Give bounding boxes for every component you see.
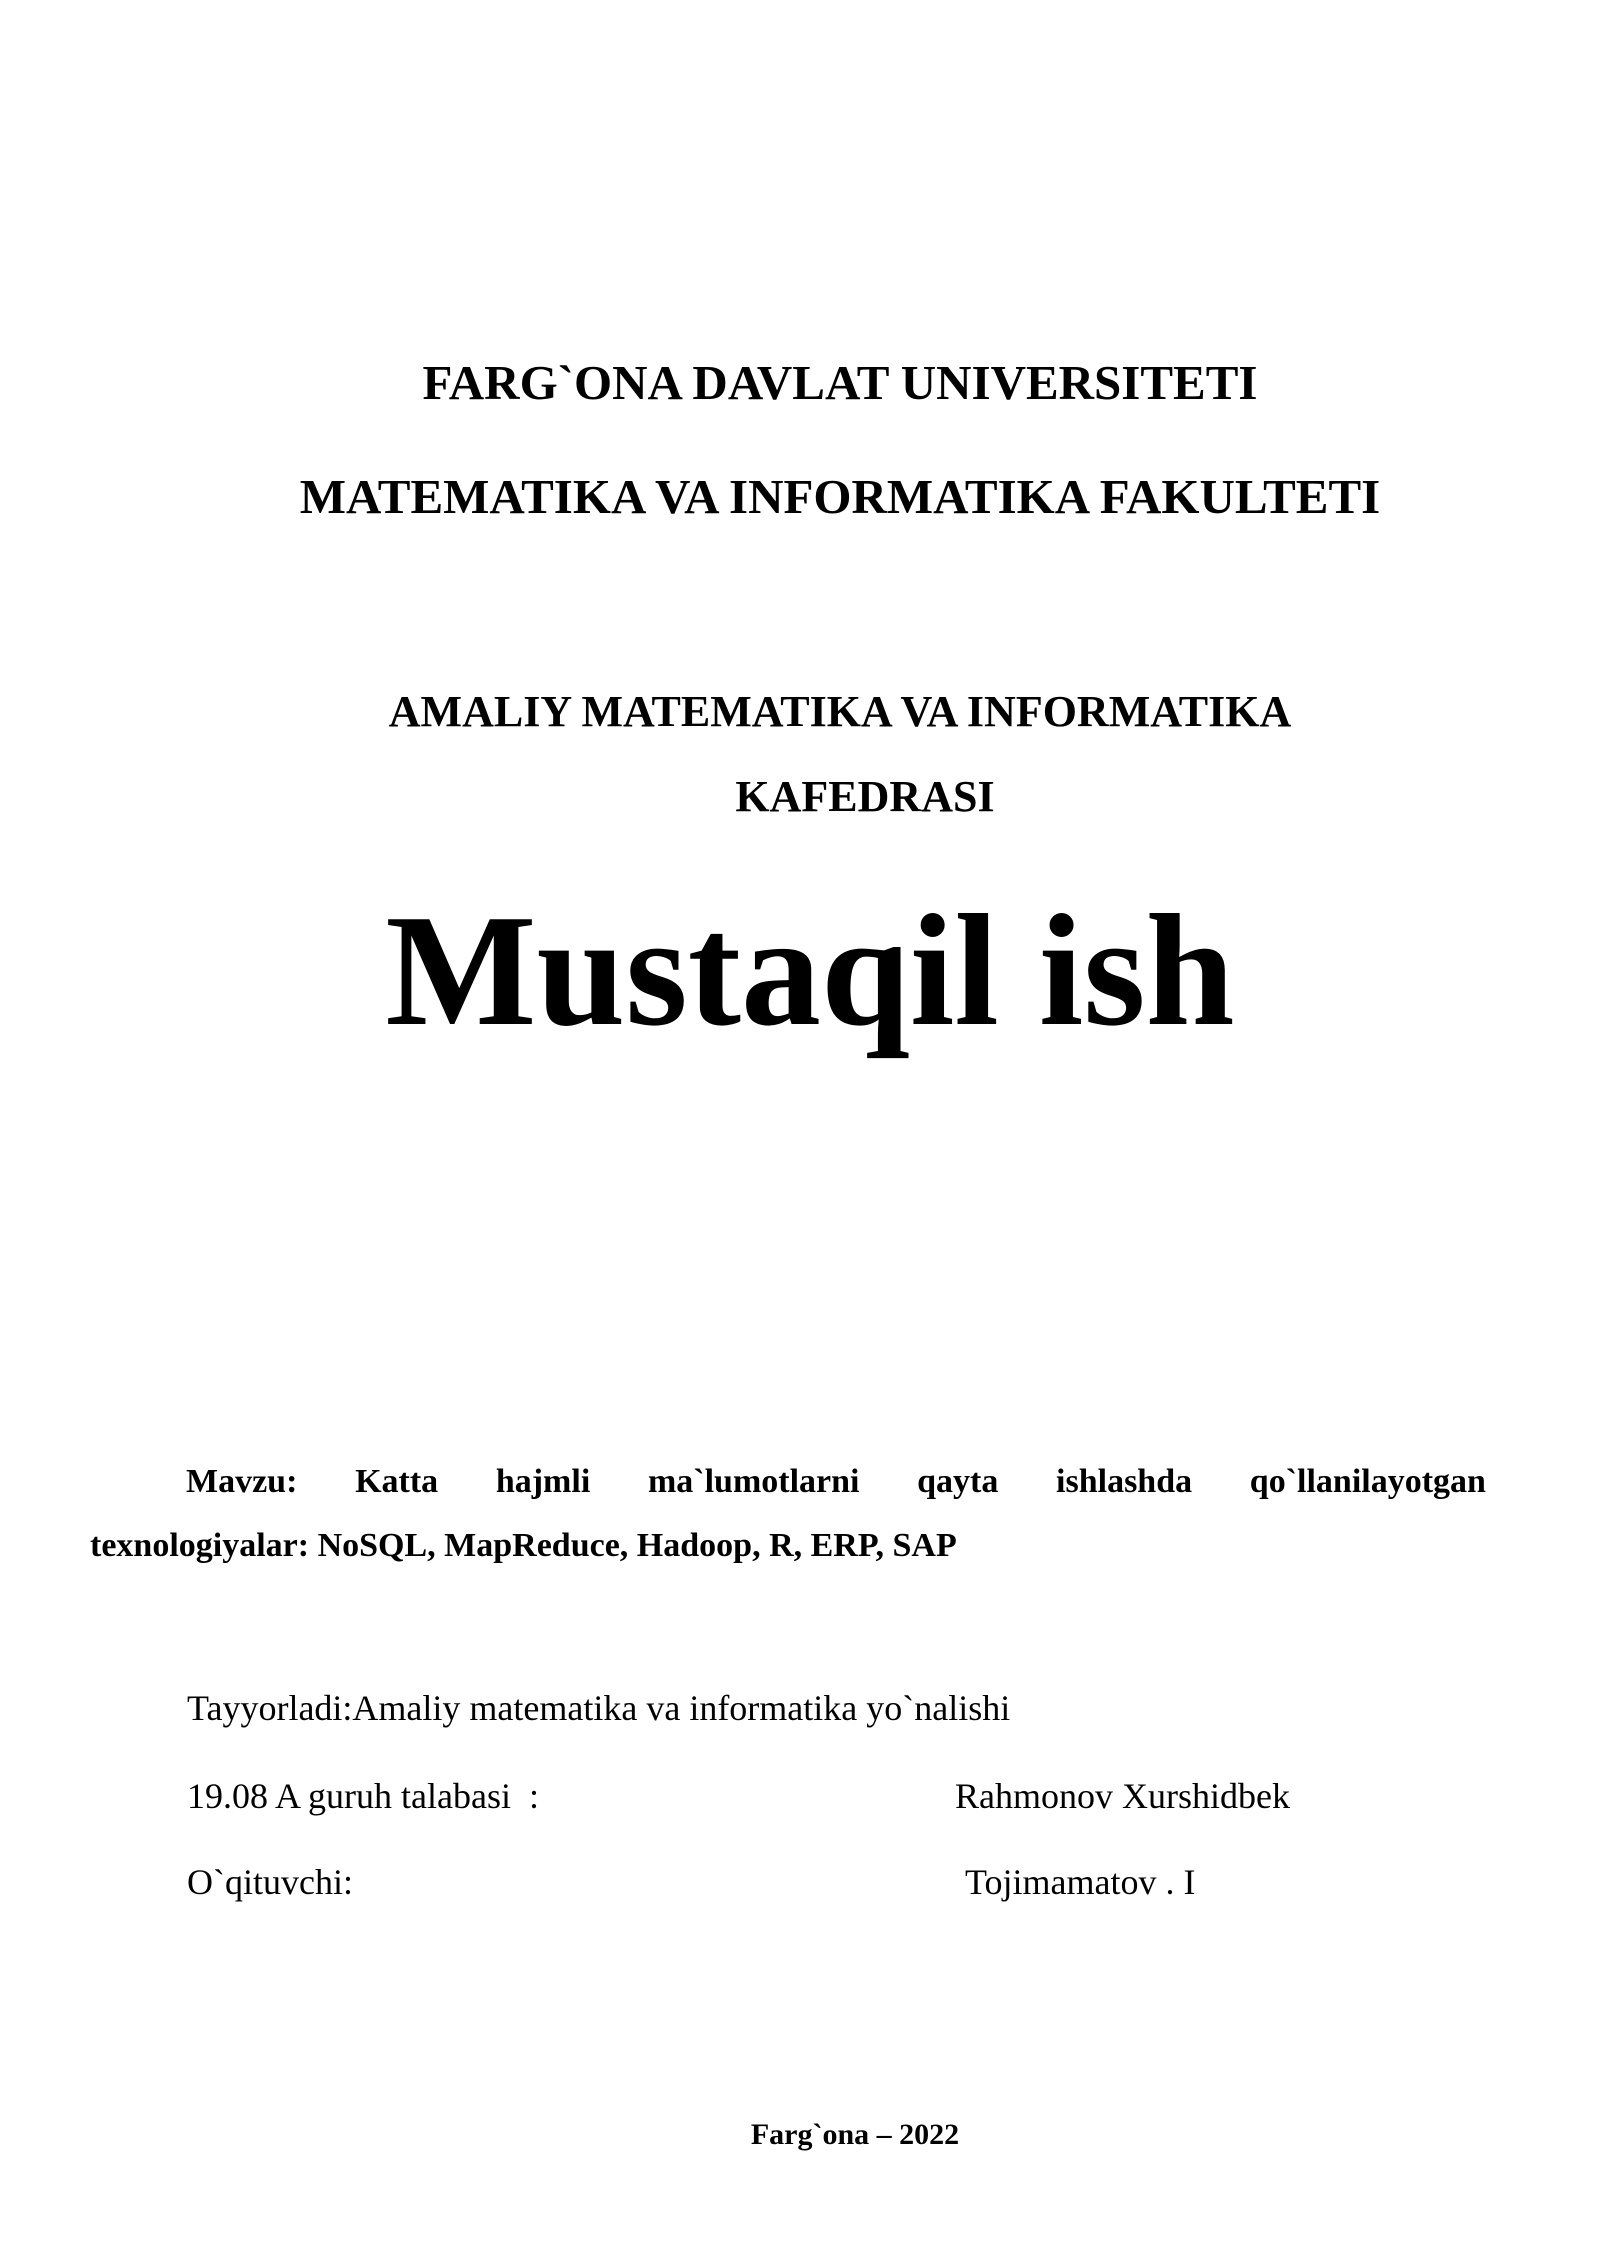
topic-paragraph <box>90 1450 1486 1578</box>
topic-line-2: texnologiyalar: NoSQL, MapReduce, Hadoop, R, ERP, SAP <box>90 1527 957 1564</box>
topic-word: Mavzu: <box>186 1463 298 1500</box>
topic-word: qayta <box>917 1463 999 1500</box>
place-and-year: Farg`ona – 2022 <box>750 2118 960 2151</box>
topic-word: ishlashda <box>1056 1463 1193 1500</box>
university-name: FARG`ONA DAVLAT UNIVERSITETI <box>422 355 1258 410</box>
teacher-name: Tojimamatov . I <box>965 1862 1196 1902</box>
prepared-by-line: Tayyorladi:Amaliy matematika va informatika yo`nalishi <box>187 1688 1011 1728</box>
student-name: Rahmonov Xurshidbek <box>955 1776 1290 1816</box>
document-title: Mustaqil ish <box>385 881 1235 1059</box>
topic-word: ma`lumotlarni <box>647 1463 860 1500</box>
student-group-label: 19.08 A guruh talabasi : <box>187 1776 539 1816</box>
department-name-line1: AMALIY MATEMATIKA VA INFORMATIKA <box>388 687 1292 736</box>
topic-word: Katta <box>355 1463 439 1500</box>
teacher-label: O`qituvchi: <box>187 1862 353 1902</box>
topic-word: hajmli <box>495 1463 591 1500</box>
department-name-line2: KAFEDRASI <box>735 772 995 821</box>
faculty-name: MATEMATIKA VA INFORMATIKA FAKULTETI <box>299 469 1381 524</box>
topic-line-1 <box>90 1450 1486 1514</box>
topic-word: qo`llanilayotgan <box>1249 1463 1486 1500</box>
